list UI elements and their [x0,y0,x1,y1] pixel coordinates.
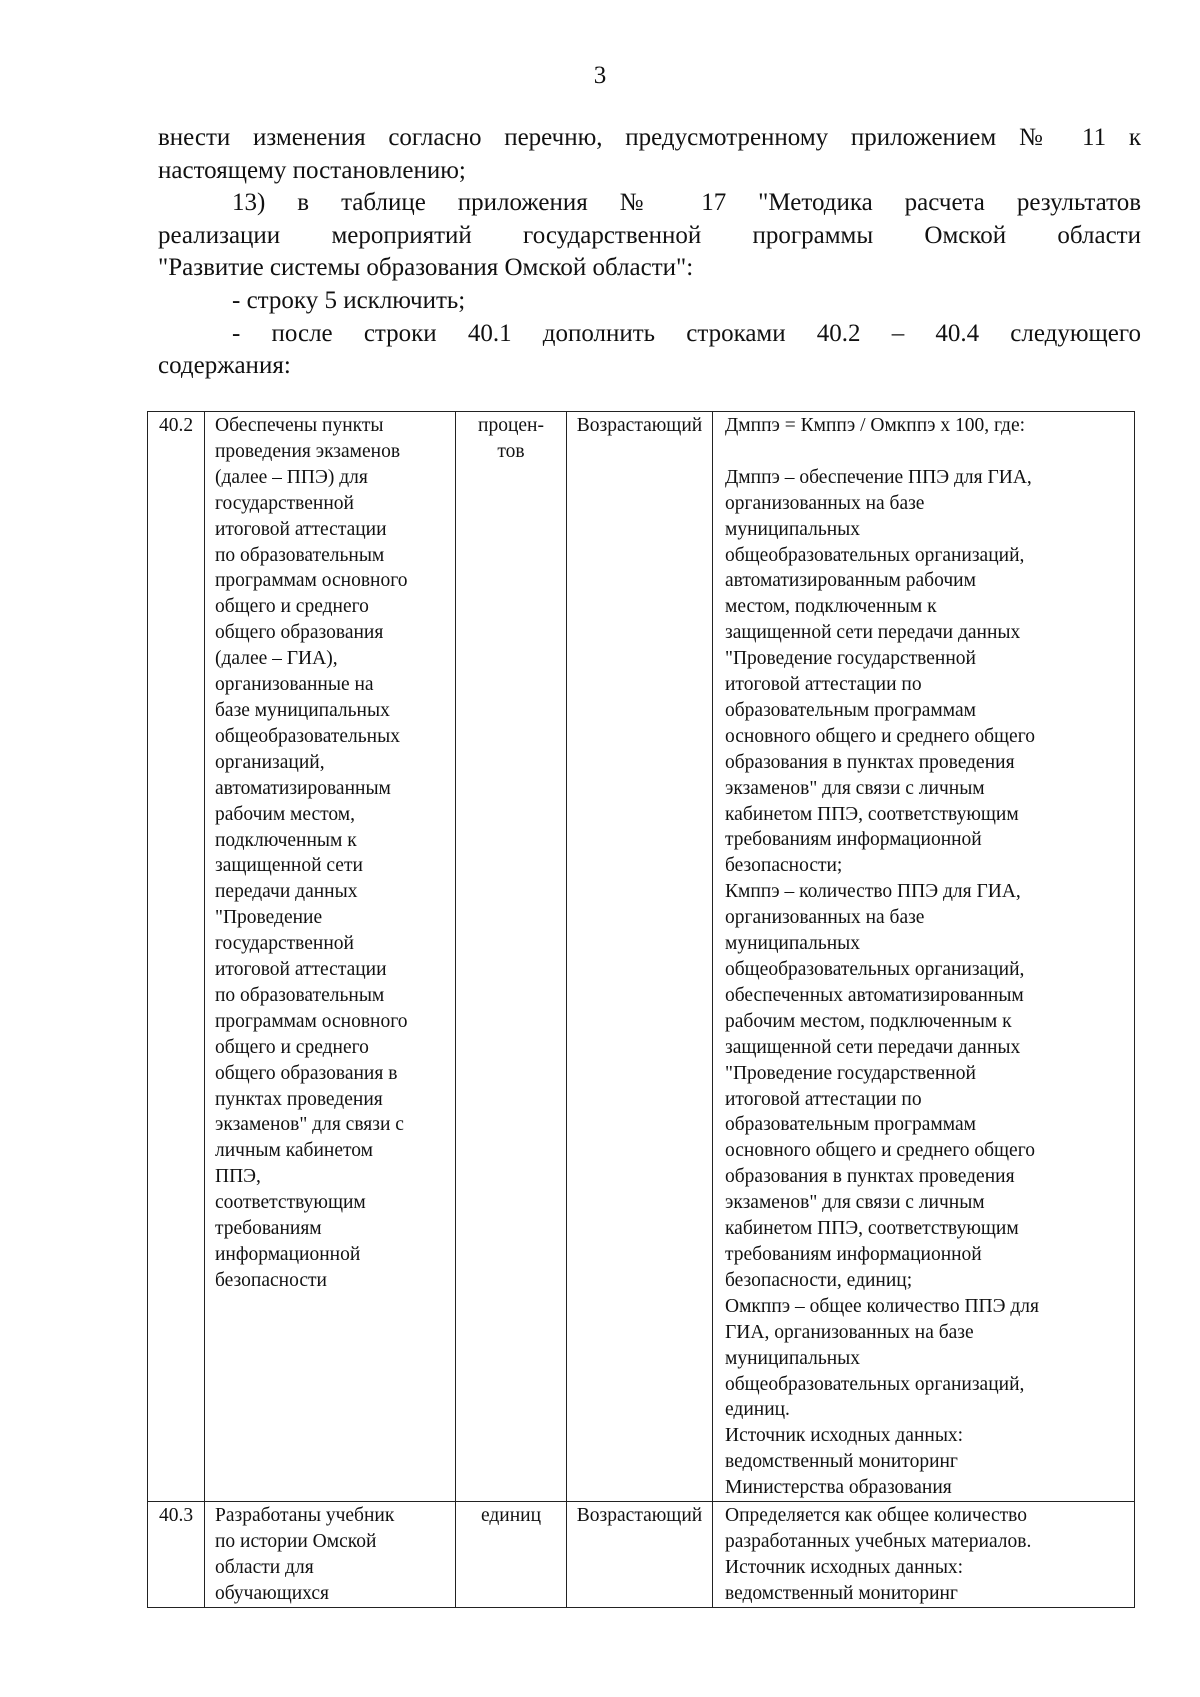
indicator-name-cell-line: подключенным к [215,829,357,851]
method-cell-line: образования в пунктах проведения [725,1166,1015,1188]
method-cell-line: Кмппэ – количество ППЭ для ГИА, [725,881,1021,903]
body-line: реализации мероприятий государственной программы Омской области [158,221,1141,249]
indicator-name-cell-line: организаций, [215,751,325,773]
method-cell-line: экзаменов" для связи с личным [725,1192,985,1214]
row-number-cell: 40.2 [148,412,205,1502]
method-cell-line: общеобразовательных организаций, [725,1373,1025,1395]
method-cell-line: образовательным программам [725,1114,976,1136]
indicator-name-cell-line: соответствующим [215,1192,366,1214]
method-cell-line: итоговой аттестации по [725,1088,922,1110]
page-number: 3 [593,62,607,89]
indicator-name-cell-line: обучающихся [215,1582,329,1604]
body-line: - после строки 40.1 дополнить строками 40.2 – 40.4 следующего [232,319,1141,347]
method-cell-line: Дмппэ – обеспечение ППЭ для ГИА, [725,466,1032,488]
method-cell-line: муниципальных [725,518,861,540]
body-line: содержания: [158,352,291,380]
method-cell-line [725,439,1124,465]
unit-cell-line: тов [497,440,525,462]
method-cell-line: требованиям информационной [725,829,982,851]
method-cell-line: защищенной сети передачи данных [725,1036,1021,1058]
indicator-name-cell-line: безопасности [215,1269,327,1291]
indicator-name-cell-line: передачи данных [215,881,358,903]
indicator-name-cell-line: общего и среднего [215,596,369,618]
method-cell-line: автоматизированным рабочим [725,570,976,592]
table-row [148,412,1135,1502]
method-cell-line: ведомственный мониторинг [725,1582,958,1604]
method-cell-line: разработанных учебных материалов. [725,1530,1032,1552]
indicator-name-cell-line: государственной [215,933,354,955]
method-cell-line: местом, подключенным к [725,596,937,618]
indicator-name-cell-line: по образовательным [215,544,385,566]
unit-cell [456,412,567,1502]
method-cell-line: Источник исходных данных: [725,1425,964,1447]
body-line: внести изменения согласно перечню, предусмотренному приложением № 11 к [158,124,1141,151]
method-cell-line: Дмппэ = Кмппэ / Омкппэ х 100, где: [725,415,1026,436]
method-cell-line: обеспеченных автоматизированным [725,984,1024,1006]
method-cell-line: образования в пунктах проведения [725,751,1015,773]
indicator-name-cell-line: итоговой аттестации [215,959,387,981]
method-cell-line: основного общего и среднего общего [725,1140,1035,1162]
method-cell-line: экзаменов" для связи с личным [725,777,985,799]
indicator-name-cell-line: требованиям [215,1218,322,1240]
indicator-name-cell-line: базе муниципальных [215,699,390,721]
indicator-name-cell-line: области для [215,1556,314,1578]
indicator-name-cell-line: "Проведение [215,907,323,929]
indicator-name-cell-line: информационной [215,1244,361,1265]
indicator-name-cell-line: государственной [215,492,354,514]
indicator-name-cell-line: автоматизированным [215,777,391,799]
indicator-name-cell-line: (далее – ГИА), [215,648,338,670]
indicator-name-cell-line: общеобразовательных [215,725,400,747]
method-cell-line: "Проведение государственной [725,1062,976,1084]
method-cell-line: Министерства образования [725,1477,952,1499]
method-cell-line: Определяется как общее количество [725,1505,1028,1527]
indicator-name-cell [205,412,456,1502]
body-text [158,122,1141,383]
unit-cell [456,1502,567,1608]
indicator-name-cell-line: экзаменов" для связи с [215,1114,404,1136]
method-cell-line: итоговой аттестации по [725,674,922,696]
indicator-name-cell-line: ППЭ, [215,1166,261,1188]
method-cell-line: рабочим местом, подключенным к [725,1010,1012,1032]
indicator-name-cell-line: общего образования [215,622,384,644]
trend-cell: Возрастающий [567,412,713,1502]
method-cell-line: безопасности, единиц; [725,1269,913,1291]
indicator-name-cell-line: общего и среднего [215,1036,369,1058]
method-cell-line: Омкппэ – общее количество ППЭ для [725,1295,1040,1317]
body-line: настоящему постановлению; [158,156,466,184]
indicator-name-cell-line: программам основного [215,1010,408,1032]
method-cell-line: безопасности; [725,855,843,877]
indicator-name-cell-line: итоговой аттестации [215,518,387,540]
method-cell-line: кабинетом ППЭ, соответствующим [725,1218,1019,1240]
indicator-name-cell-line: Разработаны учебник [215,1505,395,1527]
method-cell-line: общеобразовательных организаций, [725,544,1025,566]
method-cell-line: требованиям информационной [725,1243,982,1265]
method-cell-line: образовательным программам [725,699,976,721]
indicator-name-cell-line: по образовательным [215,984,385,1006]
method-cell-line: муниципальных [725,933,861,955]
method-cell-line: кабинетом ППЭ, соответствующим [725,803,1019,825]
method-cell [713,1502,1135,1608]
method-cell-line: организованных на базе [725,492,925,514]
method-cell-line: Источник исходных данных: [725,1556,964,1578]
method-cell-line: "Проведение государственной [725,648,976,670]
method-cell-line: ГИА, организованных на базе [725,1321,974,1343]
indicator-name-cell-line: организованные на [215,674,374,696]
method-cell-line: единиц. [725,1399,790,1421]
indicator-name-cell-line: общего образования в [215,1062,398,1084]
indicator-name-cell-line: личным кабинетом [215,1140,373,1162]
method-cell-line: основного общего и среднего общего [725,725,1035,747]
method-cell-line: ведомственный мониторинг [725,1451,958,1473]
body-line: "Развитие системы образования Омской области": [158,254,694,282]
indicator-name-cell-line: по истории Омской [215,1530,377,1552]
body-line: 13) в таблице приложения № 17 "Методика расчета результатов [232,189,1141,217]
indicator-name-cell-line: проведения экзаменов [215,440,401,462]
method-cell-line: защищенной сети передачи данных [725,622,1021,644]
unit-cell-line: процен- [478,415,544,436]
method-cell-line: общеобразовательных организаций, [725,959,1025,981]
methodology-table [147,411,1135,1608]
indicator-name-cell-line: рабочим местом, [215,803,356,825]
indicator-name-cell-line: (далее – ППЭ) для [215,466,368,488]
indicator-name-cell-line: пунктах проведения [215,1088,383,1110]
indicator-name-cell-line: программам основного [215,570,408,592]
method-cell [713,412,1135,1502]
row-number-cell: 40.3 [148,1502,205,1608]
table-row [148,1502,1135,1608]
trend-cell: Возрастающий [567,1502,713,1608]
method-cell-line: муниципальных [725,1347,861,1369]
body-line: - строку 5 исключить; [232,286,466,314]
unit-cell-line: единиц [480,1505,542,1527]
indicator-name-cell [205,1502,456,1608]
indicator-name-cell-line: Обеспечены пункты [215,415,384,436]
indicator-name-cell-line: защищенной сети [215,855,363,877]
method-cell-line: организованных на базе [725,907,925,929]
